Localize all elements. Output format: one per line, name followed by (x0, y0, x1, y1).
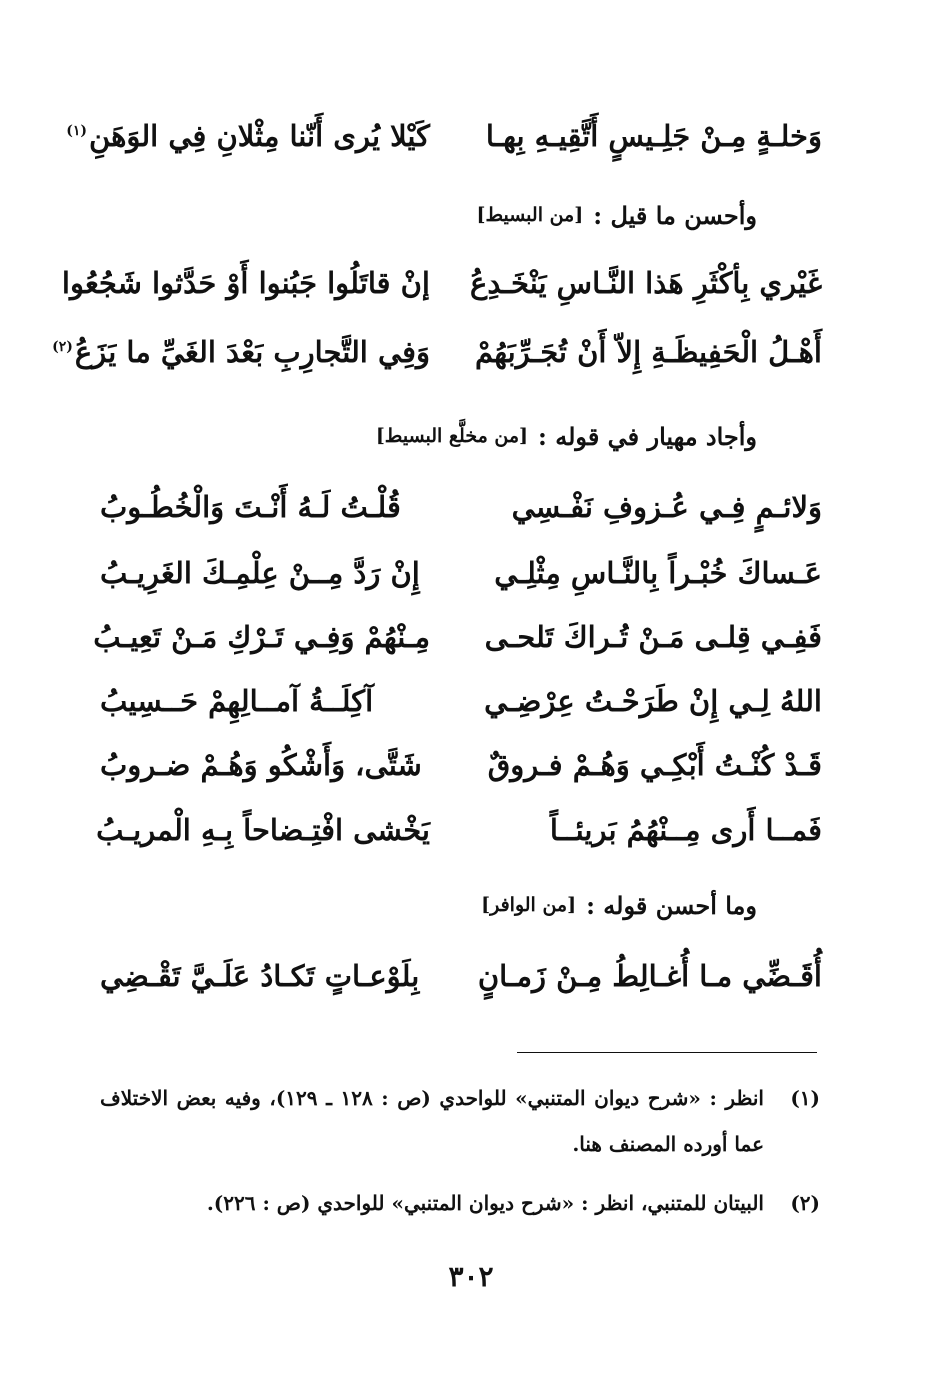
verse-5-second-hemistich: إِنْ رَدَّ مِــنْ عِلْمِـكَ الغَرِيـبُ (100, 556, 420, 590)
verse-4-second-hemistich: قُلْـتُ لَـهُ أَنْـتَ وَالْخُطُـوبُ (100, 490, 401, 524)
verse-2-second-hemistich: إنْ قاتَلُوا جَبُنوا أَوْ حَدَّثوا شَجُعُوا (61, 266, 430, 300)
verse-3-second-hemistich (52, 335, 430, 369)
intro-1-meter: [من البسيط] (476, 204, 584, 226)
verse-9 (96, 805, 822, 855)
verse-7-second-hemistich: آكِلَــةُ آمــالِهِمْ حَــسِيبُ (100, 684, 374, 718)
verse-8-second-hemistich: شَتَّى، وَأَشْكُو وَهُـمْ ضـروبُ (100, 748, 422, 782)
verse-10-first-hemistich: أُقَـضِّي مـا أُغـالِطُ مِـنْ زَمـانٍ (477, 959, 822, 993)
footnote-2-number: (٢) (790, 1191, 820, 1215)
verse-6 (93, 612, 822, 662)
verse-3-second-text: وَفِي التَّجارِبِ بَعْدَ الغَيِّ ما يَزَعُ (74, 335, 430, 369)
intro-2-meter: [من مخلَّع البسيط] (375, 425, 529, 447)
intro-line-3 (481, 885, 757, 925)
footnote-2 (100, 1180, 820, 1226)
verse-5 (100, 548, 822, 598)
footnote-marker-2: (٢) (52, 339, 73, 356)
verse-1-first-hemistich: وَخلـةٍ مِـنْ جَلِـيسٍ أَتَّقِيـهِ بِهـا (485, 119, 822, 153)
verse-2-first-hemistich: غَيْري بِأكْثَرِ هَذا النَّـاسِ يَنْخَـدِعُ (470, 266, 822, 300)
page-number: ٣٠٢ (448, 1260, 494, 1293)
footnote-1-text: انظر : «شرح ديوان المتنبي» للواحدي (ص : ١٢٨ ـ ١٢٩)، وفيه بعض الاختلاف عما أورده المصنف هنا. (100, 1086, 764, 1156)
verse-1 (66, 111, 822, 161)
verse-8 (100, 740, 822, 790)
verse-8-first-hemistich: قَـدْ كُنْـتُ أَبْكِـي وَهُـمْ فـروقٌ (487, 748, 822, 782)
intro-line-2 (376, 416, 757, 456)
verse-1-second-text: كَيْلا يُرى أَنّنا مِثْلانِ فِي الوَهَنِ (89, 119, 430, 153)
verse-4-first-hemistich: وَلائـمٍ فِـي عُـزوفِ نَفْـسِي (511, 490, 822, 524)
verse-5-first-hemistich: عَـساكَ خُبْـراً بِالنَّـاسِ مِثْلِـي (494, 556, 822, 590)
intro-line-1 (476, 195, 757, 235)
intro-3-meter: [من الوافر] (481, 894, 577, 916)
verse-6-first-hemistich: فَفِـي قِلـى مَـنْ تُـراكَ تَلحـى (484, 620, 822, 654)
footnote-marker-1: (١) (66, 123, 87, 140)
footnote-1-number: (١) (790, 1086, 820, 1110)
footnote-1 (100, 1075, 820, 1167)
footnote-separator (517, 1052, 817, 1053)
verse-2 (61, 258, 822, 308)
verse-10 (100, 951, 822, 1001)
verse-1-second-hemistich (66, 119, 430, 153)
verse-7 (100, 676, 822, 726)
verse-6-second-hemistich: مِـنْهُمْ وَفِـي تَـرْكِ مَـنْ تَعِيـبُ (93, 620, 430, 654)
verse-7-first-hemistich: اللهُ لِـي إِنْ طَرَحْـتُ عِرْضِـي (484, 684, 822, 718)
verse-9-first-hemistich: فَمــا أَرى مِــنْهُمُ بَريئــاً (549, 813, 822, 847)
verse-10-second-hemistich: بِلَوْعـاتٍ تَكـادُ عَلَـيَّ تَقْـضِي (100, 959, 420, 993)
verse-3-first-hemistich: أَهْـلُ الْحَفِيظَـةِ إِلاّ أَنْ تُجَـرِّبَهُمْ (474, 335, 822, 369)
verse-4 (100, 482, 822, 532)
verse-9-second-hemistich: يَخْشى افْتِـضاحاً بِـهِ الْمريـبُ (96, 813, 430, 847)
intro-2-text: وأجاد مهيار في قوله : (538, 421, 757, 451)
intro-3-text: وما أحسن قوله : (586, 890, 757, 920)
intro-1-text: وأحسن ما قيل : (593, 200, 757, 230)
verse-3 (52, 327, 822, 377)
footnote-2-text: البيتان للمتنبي، انظر : «شرح ديوان المتنبي» للواحدي (ص : ٢٢٦). (206, 1191, 764, 1215)
